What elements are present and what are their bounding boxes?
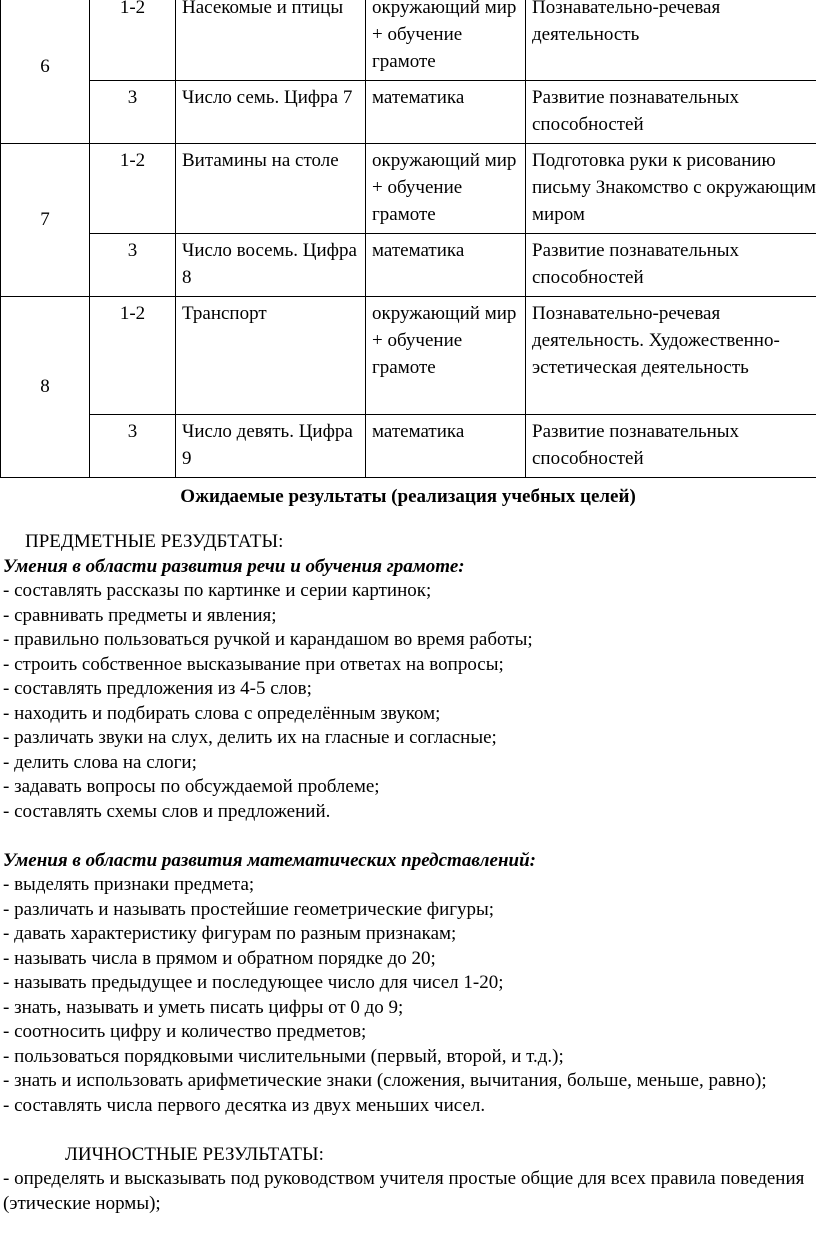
personal-results-heading: ЛИЧНОСТНЫЕ РЕЗУЛЬТАТЫ:	[65, 1143, 324, 1165]
week-number-cell: 8	[1, 297, 90, 478]
subject-cell: математика	[366, 234, 526, 297]
list-item: - составлять рассказы по картинке и серии картинок;	[3, 580, 432, 601]
hours-cell: 1-2	[90, 297, 176, 415]
list-item: - задавать вопросы по обсуждаемой проблеме;	[3, 776, 380, 797]
table-row	[1, 144, 816, 234]
hours-cell: 3	[90, 234, 176, 297]
list-item: - давать характеристику фигурам по разным признакам;	[3, 923, 457, 944]
table-row	[1, 297, 816, 415]
list-item: - определять и высказывать под руководством учителя простые общие для всех правила поведения (этические нормы);	[3, 1168, 805, 1214]
activity-cell: Познавательно-речевая деятельность. Художественно-эстетическая деятельность	[526, 297, 816, 415]
subject-cell: окружающий мир + обучение грамоте	[366, 0, 526, 81]
table-row	[1, 234, 816, 297]
list-item: - делить слова на слоги;	[3, 751, 197, 773]
hours-cell: 3	[90, 81, 176, 144]
table-row	[1, 0, 816, 81]
topic-cell: Насекомые и птицы	[176, 0, 366, 81]
results-content	[3, 530, 813, 1216]
activity-cell: Развитие познавательных способностей	[526, 234, 816, 297]
math-skills-title: Умения в области развития математических представлений:	[3, 849, 537, 871]
table-row	[1, 81, 816, 144]
subject-cell: окружающий мир + обучение грамоте	[366, 144, 526, 234]
section-title: Ожидаемые результаты (реализация учебных целей)	[180, 486, 636, 507]
topic-cell: Витамины на столе	[176, 144, 366, 234]
subject-cell: математика	[366, 415, 526, 478]
spacer	[3, 824, 813, 849]
list-item: - сравнивать предметы и явления;	[3, 604, 277, 626]
topic-cell: Число восемь. Цифра 8	[176, 234, 366, 297]
activity-cell: Развитие познавательных способностей	[526, 415, 816, 478]
list-item: - знать и использовать арифметические знаки (сложения, вычитания, больше, меньше, равно);	[3, 1070, 767, 1091]
activity-cell: Познавательно-речевая деятельность	[526, 0, 816, 81]
list-item: - знать, называть и уметь писать цифры от 0 до 9;	[3, 996, 404, 1018]
list-item: - составлять числа первого десятка из двух меньших чисел.	[3, 1094, 486, 1116]
hours-cell: 1-2	[90, 144, 176, 234]
list-item: - строить собственное высказывание при ответах на вопросы;	[3, 653, 504, 675]
table-row	[1, 415, 816, 478]
list-item: - называть числа в прямом и обратном порядке до 20;	[3, 947, 436, 969]
speech-skills-title: Умения в области развития речи и обучения грамоте:	[3, 555, 465, 577]
activity-cell: Развитие познавательных способностей	[526, 81, 816, 144]
topic-cell: Транспорт	[176, 297, 366, 415]
subject-cell: окружающий мир + обучение грамоте	[366, 297, 526, 415]
subject-results-heading: ПРЕДМЕТНЫЕ РЕЗУДБТАТЫ:	[25, 531, 284, 552]
subject-cell: математика	[366, 81, 526, 144]
list-item: - различать звуки на слух, делить их на гласные и согласные;	[3, 727, 497, 748]
spacer	[3, 1118, 813, 1143]
hours-cell: 1-2	[90, 0, 176, 81]
topic-cell: Число семь. Цифра 7	[176, 81, 366, 144]
list-item: - различать и называть простейшие геометрические фигуры;	[3, 898, 495, 920]
list-item: - составлять предложения из 4-5 слов;	[3, 678, 312, 699]
list-item: - находить и подбирать слова с определённым звуком;	[3, 702, 441, 724]
list-item: - соотносить цифру и количество предметов;	[3, 1021, 367, 1042]
list-item: - пользоваться порядковыми числительными (первый, второй, и т.д.);	[3, 1045, 564, 1067]
list-item: - правильно пользоваться ручкой и карандашом во время работы;	[3, 629, 533, 650]
hours-cell: 3	[90, 415, 176, 478]
list-item: - называть предыдущее и последующее число для чисел 1-20;	[3, 972, 504, 993]
activity-cell: Подготовка руки к рисованию письму Знакомство с окружающим миром	[526, 144, 816, 234]
week-number-cell: 6	[1, 0, 90, 144]
topic-cell: Число девять. Цифра 9	[176, 415, 366, 478]
lesson-plan-table	[0, 0, 816, 478]
list-item: - составлять схемы слов и предложений.	[3, 800, 331, 822]
list-item: - выделять признаки предмета;	[3, 874, 255, 895]
week-number-cell: 7	[1, 144, 90, 297]
